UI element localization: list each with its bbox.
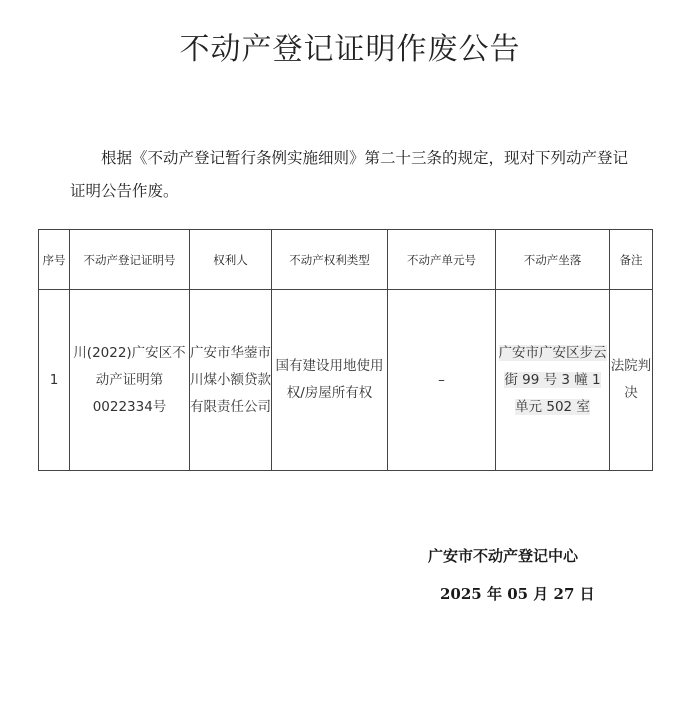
issue-date: 2025 年 05 月 27 日 [440, 585, 595, 603]
cell-location [496, 290, 610, 471]
header-holder: 权利人 [190, 230, 272, 290]
location-text: 广安市广安区步云街 99 号 3 幢 1 单元 502 室 [498, 344, 607, 415]
cell-seq: 1 [39, 290, 70, 471]
header-unit-no: 不动产单元号 [388, 230, 496, 290]
table-row [39, 290, 653, 471]
cell-unit-no: – [388, 290, 496, 471]
header-location: 不动产坐落 [496, 230, 610, 290]
header-right-type: 不动产权利类型 [272, 230, 388, 290]
cell-cert-no: 川(2022)广安区不动产证明第0022334号 [70, 290, 190, 471]
table-header-row [39, 230, 653, 290]
cell-holder: 广安市华蓥市川煤小额贷款有限责任公司 [190, 290, 272, 471]
intro-paragraph: 根据《不动产登记暂行条例实施细则》第二十三条的规定，现对下列动产登记证明公告作废。 [70, 149, 629, 200]
header-cert-no: 不动产登记证明号 [70, 230, 190, 290]
cell-right-type: 国有建设用地使用权/房屋所有权 [272, 290, 388, 471]
certificate-table [38, 229, 653, 471]
header-seq: 序号 [39, 230, 70, 290]
header-note: 备注 [610, 230, 653, 290]
issuing-organization: 广安市不动产登记中心 [428, 547, 579, 565]
cell-note: 法院判决 [610, 290, 653, 471]
page-title: 不动产登记证明作废公告 [179, 32, 521, 67]
